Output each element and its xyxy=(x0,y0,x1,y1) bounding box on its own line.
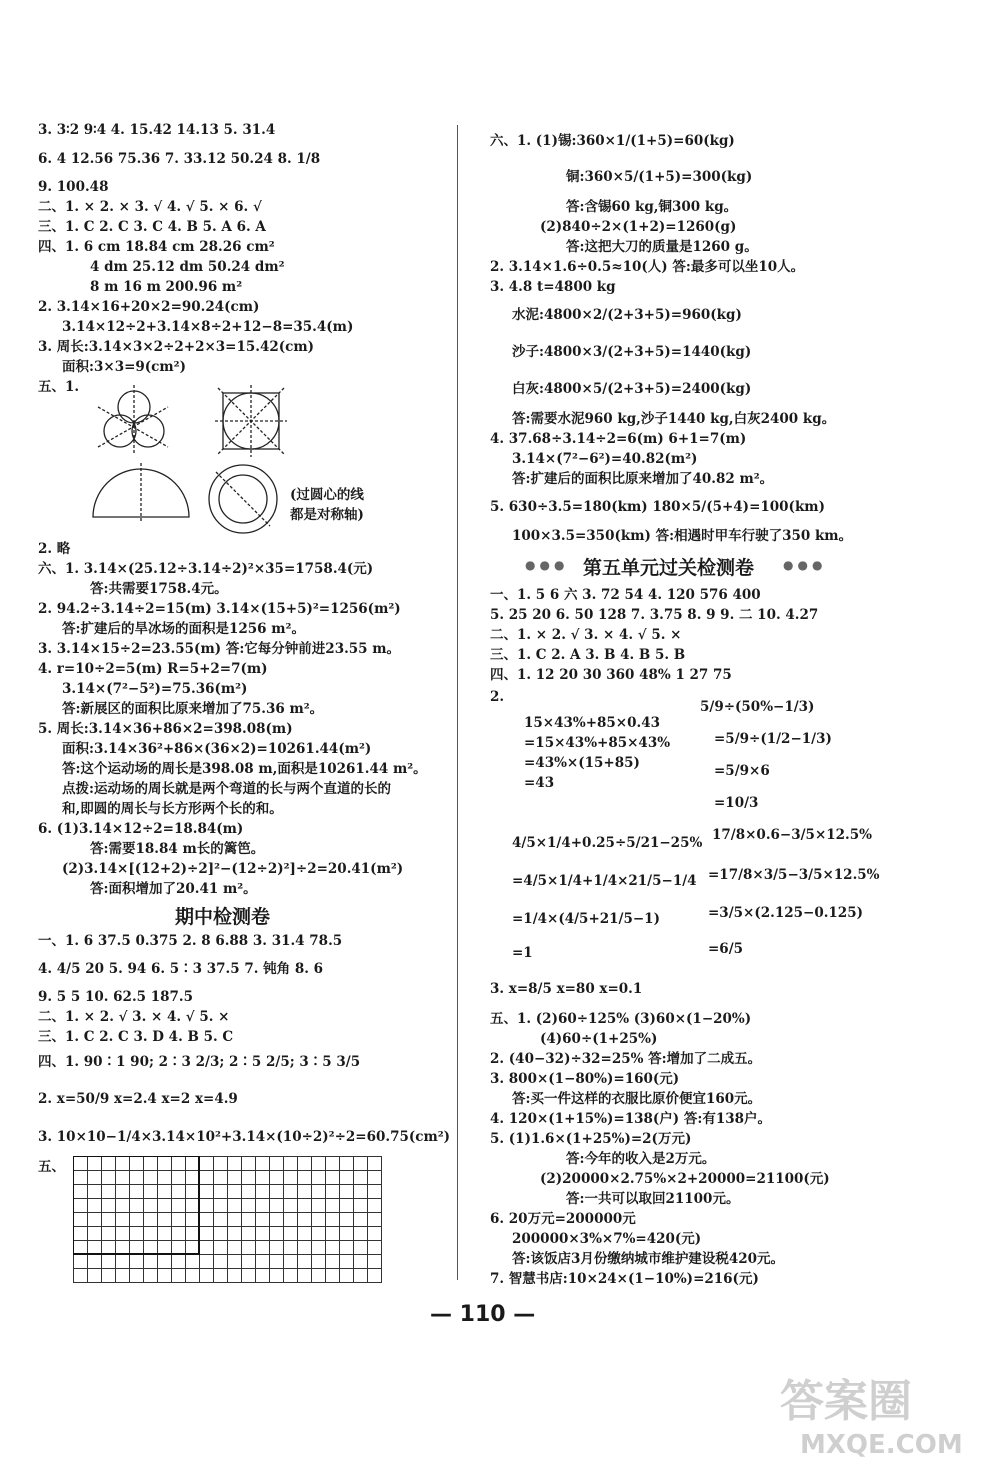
text-line: 二、1. × 2. √ 3. × 4. √ 5. × xyxy=(490,627,682,643)
calc-line: =3/5×(2.125−0.125) xyxy=(708,905,863,921)
text-line: 9. 5 5 10. 62.5 187.5 xyxy=(38,989,194,1005)
text-line: 三、1. C 2. A 3. B 4. B 5. B xyxy=(490,647,686,663)
calc-line: =1 xyxy=(512,945,533,961)
text-line: 点拨:运动场的周长就是两个弯道的长与两个直道的长的 xyxy=(62,781,391,797)
annotation-text: 都是对称轴) xyxy=(290,507,364,523)
text-line: 4. r=10÷2=5(m) R=5+2=7(m) xyxy=(38,661,268,677)
text-line: 二、1. × 2. √ 3. × 4. √ 5. × xyxy=(38,1009,230,1025)
text-line: 7. 智慧书店:10×24×(1−10%)=216(元) xyxy=(490,1271,759,1287)
text-line: 三、1. C 2. C 3. D 4. B 5. C xyxy=(38,1029,234,1045)
text-line: 3.14×(7²−6²)=40.82(m²) xyxy=(512,451,698,467)
text-line: (4)60÷(1+25%) xyxy=(540,1031,658,1047)
semicircle-figure xyxy=(93,463,189,523)
text-line: 水泥:4800×2/(2+3+5)=960(kg) xyxy=(512,307,742,323)
text-line: 4. 37.68÷3.14÷2=6(m) 6+1=7(m) xyxy=(490,431,747,447)
text-line: 3. 3.14×15÷2=23.55(m) 答:它每分钟前进23.55 m。 xyxy=(38,641,401,657)
title-dots-right: ●●● xyxy=(783,558,827,572)
text-line: 二、1. × 2. × 3. √ 4. √ 5. × 6. √ xyxy=(38,199,262,215)
section-title-unit5: 第五单元过关检测卷 xyxy=(583,557,755,579)
text-line: (2)20000×2.75%×2+20000=21100(元) xyxy=(540,1171,830,1187)
text-line: 四、1. 12 20 30 360 48% 1 27 75 xyxy=(490,667,732,683)
text-line: 和,即圆的周长与长方形两个长的和。 xyxy=(62,801,283,817)
text-line: 六、1. 3.14×(25.12÷3.14÷2)²×35=1758.4(元) xyxy=(38,561,374,577)
text-line: 3. 10×10−1/4×3.14×10²+3.14×(10÷2)²÷2=60.75(cm²) xyxy=(38,1129,451,1145)
ring-figure xyxy=(209,465,277,533)
calc-line: =6/5 xyxy=(708,941,744,957)
text-line: 2. 略 xyxy=(38,541,71,557)
calc-line: 15×43%+85×0.43 xyxy=(524,715,661,731)
calc-line: 17/8×0.6−3/5×12.5% xyxy=(712,827,872,843)
text-line: 一、1. 6 37.5 0.375 2. 8 6.88 3. 31.4 78.5 xyxy=(38,933,343,949)
text-line: 4 dm 25.12 dm 50.24 dm² xyxy=(90,259,285,275)
text-line: 答:需要水泥960 kg,沙子1440 kg,白灰2400 kg。 xyxy=(512,411,836,427)
text-line: 答:含锡60 kg,铜300 kg。 xyxy=(566,199,738,215)
text-line: 6. 4 12.56 75.36 7. 33.12 50.24 8. 1/8 xyxy=(38,151,321,167)
text-line: 2. 3.14×16+20×2=90.24(cm) xyxy=(38,299,260,315)
text-line: 6. (1)3.14×12÷2=18.84(m) xyxy=(38,821,244,837)
text-line: 2. (40−32)÷32=25% 答:增加了二成五。 xyxy=(490,1051,762,1067)
text-line: 四、1. 6 cm 18.84 cm 28.26 cm² xyxy=(38,239,275,255)
text-line: 5. (1)1.6×(1+25%)=2(万元) xyxy=(490,1131,692,1147)
calc-line: 4/5×1/4+0.25÷5/21−25% xyxy=(512,835,703,851)
text-line: 3. 4.8 t=4800 kg xyxy=(490,279,616,295)
calc-line: =5/9÷(1/2−1/3) xyxy=(714,731,832,747)
text-line: 五、1. xyxy=(38,379,80,395)
text-line: 3. 3∶2 9∶4 4. 15.42 14.13 5. 31.4 xyxy=(38,122,276,138)
text-line: 5. 25 20 6. 50 128 7. 3.75 8. 9 9. 二 10. 4.27 xyxy=(490,607,819,623)
text-line: 面积:3×3=9(cm²) xyxy=(62,359,186,375)
text-line: 一、1. 5 6 六 3. 72 54 4. 120 576 400 xyxy=(490,587,761,603)
title-dots-left: ●●● xyxy=(525,558,569,572)
text-line: 2. xyxy=(490,689,505,705)
text-line: 三、1. C 2. C 3. C 4. B 5. A 6. A xyxy=(38,219,266,235)
text-line: 答:新展区的面积比原来增加了75.36 m²。 xyxy=(62,701,324,717)
text-line: 4. 120×(1+15%)=138(户) 答:有138户。 xyxy=(490,1111,772,1127)
text-line: 9. 100.48 xyxy=(38,179,109,195)
text-line: 面积:3.14×36²+86×(36×2)=10261.44(m²) xyxy=(62,741,372,757)
watermark-logo: 答案圈 xyxy=(780,1376,912,1427)
text-line: 200000×3%×7%=420(元) xyxy=(512,1231,702,1247)
text-line: 3. x=8/5 x=80 x=0.1 xyxy=(490,981,643,997)
calc-line: =4/5×1/4+1/4×21/5−1/4 xyxy=(512,873,697,889)
text-line: (2)840÷2×(1+2)=1260(g) xyxy=(540,219,737,235)
calc-line: =10/3 xyxy=(714,795,759,811)
text-line: 答:这把大刀的质量是1260 g。 xyxy=(566,239,758,255)
text-line: 2. x=50/9 x=2.4 x=2 x=4.9 xyxy=(38,1091,238,1107)
text-line: 100×3.5=350(km) 答:相遇时甲车行驶了350 km。 xyxy=(512,528,853,544)
text-line: 答:扩建后的面积比原来增加了40.82 m²。 xyxy=(512,471,774,487)
text-line: 3. 周长:3.14×3×2÷2+2×3=15.42(cm) xyxy=(38,339,315,355)
text-line: 答:买一件这样的衣服比原价便宜160元。 xyxy=(512,1091,762,1107)
text-line: 5. 630÷3.5=180(km) 180×5/(5+4)=100(km) xyxy=(490,499,825,515)
calc-line: =43 xyxy=(524,775,555,791)
text-line: 答:需要18.84 m长的篱笆。 xyxy=(90,841,265,857)
page-number: — 110 — xyxy=(430,1302,536,1327)
calc-line: =17/8×3/5−3/5×12.5% xyxy=(708,867,880,883)
calc-line: =43%×(15+85) xyxy=(524,755,640,771)
text-line: 答:一共可以取回21100元。 xyxy=(566,1191,740,1207)
text-line: 答:面积增加了20.41 m²。 xyxy=(90,881,257,897)
text-line: 六、1. (1)锡:360×1/(1+5)=60(kg) xyxy=(490,133,735,149)
square-circle-figure xyxy=(215,385,287,457)
text-line: 2. 94.2÷3.14÷2=15(m) 3.14×(15+5)²=1256(m²) xyxy=(38,601,401,617)
text-line: 3.14×(7²−5²)=75.36(m²) xyxy=(62,681,248,697)
text-line: (2)3.14×[(12+2)÷2]²−(12÷2)²]÷2=20.41(m²) xyxy=(62,861,404,877)
text-line: 答:扩建后的旱冰场的面积是1256 m²。 xyxy=(62,621,305,637)
text-line: 白灰:4800×5/(2+3+5)=2400(kg) xyxy=(512,381,752,397)
text-line: 五、 xyxy=(38,1159,65,1175)
calc-line: =1/4×(4/5+21/5−1) xyxy=(512,911,660,927)
text-line: 8 m 16 m 200.96 m² xyxy=(90,279,243,295)
text-line: 沙子:4800×3/(2+3+5)=1440(kg) xyxy=(512,344,752,360)
text-line: 铜:360×5/(1+5)=300(kg) xyxy=(566,169,753,185)
text-line: 答:共需要1758.4元。 xyxy=(90,581,228,597)
grid-shape xyxy=(73,1156,383,1286)
text-line: 答:该饭店3月份缴纳城市维护建设税420元。 xyxy=(512,1251,785,1267)
text-line: 6. 20万元=200000元 xyxy=(490,1211,636,1227)
calc-line: =5/9×6 xyxy=(714,763,770,779)
watermark-url: MXQE.COM xyxy=(800,1430,963,1460)
annotation-text: (过圆心的线 xyxy=(290,487,364,503)
text-line: 四、1. 90∶1 90; 2∶3 2/3; 2∶5 2/5; 3∶5 3/5 xyxy=(38,1054,361,1070)
text-line: 3. 800×(1−80%)=160(元) xyxy=(490,1071,680,1087)
text-line: 答:今年的收入是2万元。 xyxy=(566,1151,716,1167)
text-line: 五、1. (2)60÷125% (3)60×(1−20%) xyxy=(490,1011,752,1027)
text-line: 3.14×12÷2+3.14×8÷2+12−8=35.4(m) xyxy=(62,319,354,335)
calc-line: =15×43%+85×43% xyxy=(524,735,671,751)
three-circles-figure xyxy=(98,385,168,455)
calc-line: 5/9÷(50%−1/3) xyxy=(700,699,815,715)
section-title-midterm: 期中检测卷 xyxy=(175,906,271,928)
text-line: 5. 周长:3.14×36+86×2=398.08(m) xyxy=(38,721,293,737)
text-line: 答:这个运动场的周长是398.08 m,面积是10261.44 m²。 xyxy=(62,761,427,777)
divider xyxy=(457,125,458,1280)
text-line: 4. 4/5 20 5. 94 6. 5∶3 37.5 7. 钝角 8. 6 xyxy=(38,961,324,977)
text-line: 2. 3.14×1.6÷0.5≈10(人) 答:最多可以坐10人。 xyxy=(490,259,805,275)
